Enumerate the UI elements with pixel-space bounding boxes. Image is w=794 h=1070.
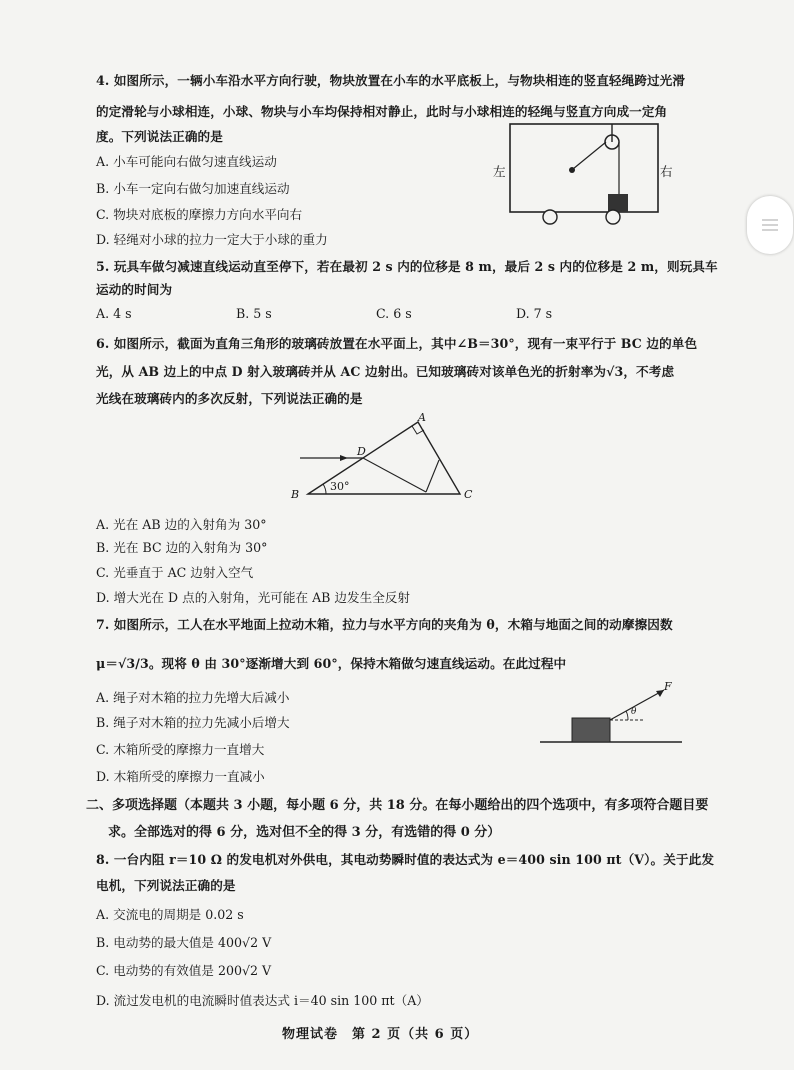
q4-line-3: 度。下列说法正确的是: [96, 129, 223, 144]
menu-button[interactable]: [747, 196, 793, 254]
q6-label-b: B: [291, 488, 300, 501]
q4-line-1: 4. 如图所示，一辆小车沿水平方向行驶，物块放置在小车的水平底板上，与物块相连的竖直轻绳跨过光滑: [96, 73, 686, 88]
q5-option-a: A. 4 s: [96, 306, 132, 321]
q6-label-d: D: [357, 445, 366, 458]
q8-option-a: A. 交流电的周期是 0.02 s: [96, 907, 244, 922]
q6-option-c: C. 光垂直于 AC 边射入空气: [96, 565, 254, 580]
q6-option-b: B. 光在 BC 边的入射角为 30°: [96, 540, 268, 555]
q8-line-1: 8. 一台内阻 r＝10 Ω 的发电机对外供电，其电动势瞬时值的表达式为 e＝400 sin 100 πt（V）。关于此发: [96, 852, 715, 867]
watermark: [203, 269, 238, 342]
q6-label-a: A: [418, 411, 426, 424]
q7-force-label: F: [664, 680, 672, 693]
q6-line-1: 6. 如图所示，截面为直角三角形的玻璃砖放置在水平面上，其中∠B＝30°，现有一束平行于 BC 边的单色: [96, 336, 698, 351]
q7-option-a: A. 绳子对木箱的拉力先增大后减小: [96, 690, 290, 705]
q5-option-c: C. 6 s: [376, 306, 412, 321]
q5-option-d: D. 7 s: [516, 306, 553, 321]
q4-option-a: A. 小车可能向右做匀速直线运动: [96, 154, 277, 169]
q6-label-c: C: [464, 488, 473, 501]
q5-option-b: B. 5 s: [236, 306, 272, 321]
q5-line-1: 5. 玩具车做匀减速直线运动直至停下，若在最初 2 s 内的位移是 8 m，最后 2 s 内的位移是 2 m，则玩具车: [96, 259, 718, 274]
q7-option-c: C. 木箱所受的摩擦力一直增大: [96, 742, 265, 757]
q7-option-d: D. 木箱所受的摩擦力一直减小: [96, 769, 265, 784]
q8-option-b: B. 电动势的最大值是 400√2 V: [96, 935, 272, 950]
q8-option-c: C. 电动势的有效值是 200√2 V: [96, 963, 272, 978]
q6-option-a: A. 光在 AB 边的入射角为 30°: [96, 517, 267, 532]
q4-option-c: C. 物块对底板的摩擦力方向水平向右: [96, 207, 303, 222]
page-footer: 物理试卷 第 2 页（共 6 页）: [282, 1027, 479, 1042]
q6-line-3: 光线在玻璃砖内的多次反射，下列说法正确的是: [96, 391, 363, 406]
q7-line-1: 7. 如图所示，工人在水平地面上拉动木箱，拉力与水平方向的夹角为 θ，木箱与地面之间的动摩擦因数: [96, 617, 673, 632]
q7-angle-label: θ: [631, 707, 637, 717]
q6-angle-label: 30°: [330, 480, 350, 493]
q7-line-2: μ＝√3/3。现将 θ 由 30°逐渐增大到 60°，保持木箱做匀速直线运动。在此过程中: [96, 656, 567, 671]
q6-option-d: D. 增大光在 D 点的入射角，光可能在 AB 边发生全反射: [96, 590, 410, 605]
q8-line-2: 电机，下列说法正确的是: [96, 878, 236, 893]
section2-line-1: 二、多项选择题（本题共 3 小题，每小题 6 分，共 18 分。在每小题给出的四个选项中，有多项符合题目要: [86, 798, 709, 813]
section2-line-2: 求。全部选对的得 6 分，选对但不全的得 3 分，有选错的得 0 分）: [108, 825, 501, 840]
q4-option-d: D. 轻绳对小球的拉力一定大于小球的重力: [96, 232, 328, 247]
q6-prism-figure: [296, 410, 486, 505]
q8-option-d: D. 流过发电机的电流瞬时值表达式 i＝40 sin 100 πt（A）: [96, 993, 429, 1008]
q7-option-b: B. 绳子对木箱的拉力先减小后增大: [96, 715, 290, 730]
menu-icon: [760, 217, 780, 233]
q5-line-2: 运动的时间为: [96, 282, 173, 297]
q4-fig-right-label: 右: [660, 164, 673, 179]
q4-fig-left-label: 左: [493, 164, 506, 179]
q4-option-b: B. 小车一定向右做匀加速直线运动: [96, 181, 290, 196]
q6-line-2: 光，从 AB 边上的中点 D 射入玻璃砖并从 AC 边射出。已知玻璃砖对该单色光的折射率为√3，不考虑: [96, 364, 675, 379]
q4-line-2: 的定滑轮与小球相连，小球、物块与小车均保持相对静止，此时与小球相连的轻绳与竖直方向成一定角: [96, 104, 668, 119]
q4-cart-figure: [488, 118, 688, 228]
